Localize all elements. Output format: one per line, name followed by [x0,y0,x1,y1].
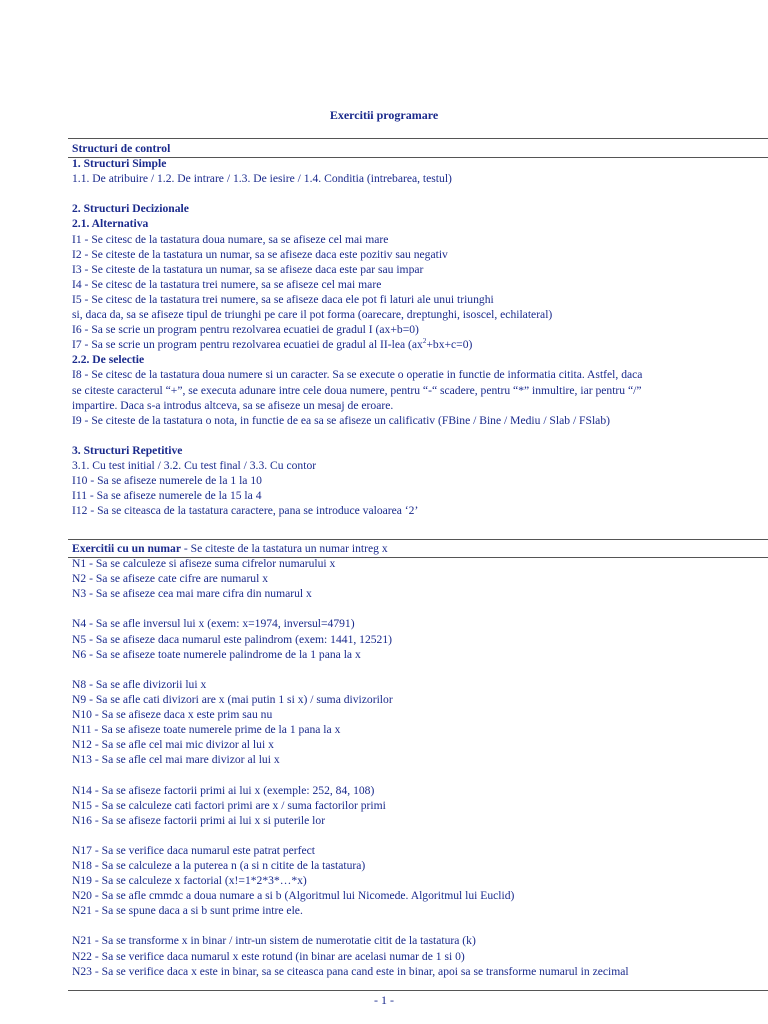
exercise-item: N4 - Sa se afle inversul lui x (exem: x=1974, inversul=4791) [72,617,355,631]
exercise-item: N3 - Sa se afiseze cea mai mare cifra din numarul x [72,587,312,601]
exercise-item: N21 - Sa se spune daca a si b sunt prime intre ele. [72,904,303,918]
exercise-item: I7 - Sa se scrie un program pentru rezolvarea ecuatiei de gradul al II-lea $(ax^2+bx+c=0)$ [72,337,473,352]
list-item: 1.1. De atribuire / 1.2. De intrare / 1.3. De iesire / 1.4. Conditia (intrebarea, testul) [72,172,452,186]
subsection-title: 1. Structuri Simple [72,157,167,171]
number-exercises-section [72,541,762,979]
list-item: 3.1. Cu test initial / 3.2. Cu test final / 3.3. Cu contor [72,458,317,472]
exercise-item: N22 - Sa se verifice daca numarul x este rotund (in binar are acelasi numar de 1 si 0) [72,949,465,963]
exercise-item: N5 - Sa se afiseze daca numarul este palindrom (exem: 1441, 12521) [72,632,393,646]
exercise-item: I11 - Sa se afiseze numerele de la 15 la 4 [72,489,262,503]
exercise-item: I2 - Se citeste de la tastatura un numar, sa se afiseze daca este pozitiv sau negativ [72,247,448,261]
exercise-item: N8 - Sa se afle divizorii lui x [72,677,207,691]
exercise-item: N21 - Sa se transforme x in binar / intr-un sistem de numerotatie citit de la tastatura (k) [72,934,476,948]
footer-divider [68,990,768,991]
section-header: Structuri de control [72,142,171,155]
subsection-title: 2. Structuri Decizionale [72,202,189,216]
page-number: - 1 - [374,993,394,1007]
subsection-title: 3. Structuri Repetitive [72,443,183,457]
subsection-title: 2.1. Alternativa [72,217,149,231]
subsection-title: 2.2. De selectie [72,353,145,367]
exercise-item: N19 - Sa se calculeze x factorial (x!=1*2*3*…*x) [72,874,307,888]
exercise-item: N9 - Sa se afle cati divizori are x (mai putin 1 si x) / suma divizorilor [72,692,393,706]
exercise-item: I6 - Sa se scrie un program pentru rezolvarea ecuatiei de gradul I (ax+b=0) [72,323,419,337]
exercise-item: N17 - Sa se verifice daca numarul este patrat perfect [72,843,316,857]
exercise-item: N2 - Sa se afiseze cate cifre are numarul x [72,572,269,586]
exercise-item: I1 - Se citesc de la tastatura doua numare, sa se afiseze cel mai mare [72,232,389,246]
exercise-item: I9 - Se citeste de la tastatura o nota, in functie de ea sa se afiseze un calificativ (FBine / Bine / Mediu / Slab / FSlab) [72,413,610,427]
exercise-item: I5 - Se citesc de la tastatura trei numere, sa se afiseze daca ele pot fi laturi ale unui triunghi [72,292,494,306]
exercise-item: I8 - Se citesc de la tastatura doua numere si un caracter. Sa se execute o operatie in functie de informatia citita. Astfel, daca [72,368,643,382]
section-divider [68,539,768,540]
exercise-item: N23 - Sa se verifice daca x este in binar, sa se citeasca pana cand este in binar, apoi sa se transforme numarul in zecimal [72,964,629,978]
exercise-item: I12 - Sa se citeasca de la tastatura caractere, pana se introduce valoarea ‘2’ [72,504,419,518]
exercise-item: N20 - Sa se afle cmmdc a doua numare a si b (Algoritmul lui Nicomede. Algoritmul lui Euclid) [72,889,515,903]
exercise-item: N15 - Sa se calculeze cati factori primi are x / suma factorilor primi [72,798,386,812]
exercise-item: I10 - Sa se afiseze numerele de la 1 la 10 [72,474,262,488]
exercise-item: I4 - Se citesc de la tastatura trei numere, sa se afiseze cel mai mare [72,277,382,291]
exercise-item-continued: se citeste caracterul “+”, se executa adunare intre cele doua numere, pentru “-“ scadere, pentru “*” inmultire, iar pentru “/” [72,383,642,397]
exercise-item: N13 - Sa se afle cel mai mare divizor al lui x [72,753,280,767]
exercise-item: N16 - Sa se afiseze factorii primi ai lui x si puterile lor [72,813,326,827]
exercise-item-continued: impartire. Daca s-a introdus altceva, sa se afiseze un mesaj de eroare. [72,398,394,412]
exercise-item: N6 - Sa se afiseze toate numerele palindrome de la 1 pana la x [72,647,361,661]
exercise-item: N11 - Sa se afiseze toate numerele prime de la 1 pana la x [72,723,341,737]
exercise-item: I3 - Se citeste de la tastatura un numar, sa se afiseze daca este par sau impar [72,262,424,276]
exercise-item-continued: si, daca da, sa se afiseze tipul de triunghi pe care il pot forma (oarecare, dreptunghi, isoscel, echilateral) [72,308,553,322]
section-divider [68,138,768,139]
exercise-item: N10 - Sa se afiseze daca x este prim sau nu [72,708,273,722]
exercise-item: N12 - Sa se afle cel mai mic divizor al lui x [72,738,274,752]
document-title: Exercitii programare [329,108,439,122]
exercise-item: N1 - Sa se calculeze si afiseze suma cifrelor numarului x [72,557,336,571]
exercise-item: N14 - Sa se afiseze factorii primi ai lui x (exemple: 252, 84, 108) [72,783,375,797]
exercise-item: N18 - Sa se calculeze a la puterea n (a si n citite de la tastatura) [72,858,366,872]
control-structures-section [72,141,762,518]
section-header: Exercitii cu un numar - Se citeste de la tastatura un numar intreg x [72,542,388,555]
